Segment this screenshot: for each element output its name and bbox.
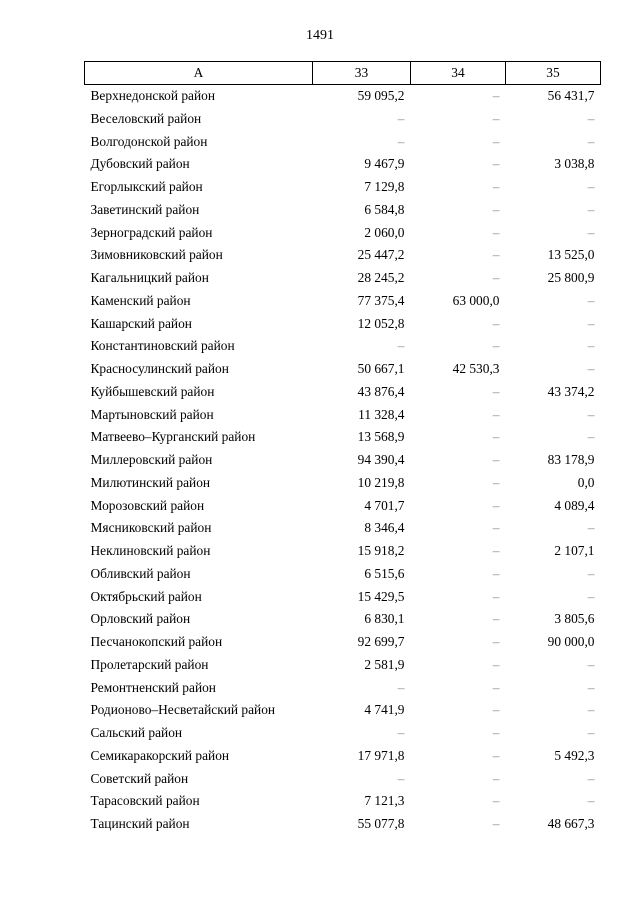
value-cell-33: – xyxy=(397,770,405,786)
value-cell-35: – xyxy=(587,429,595,445)
district-name-cell: Тарасовский район xyxy=(90,793,200,809)
value-cell-33: 28 245,2 xyxy=(357,270,405,285)
district-name-cell: Неклиновский район xyxy=(90,543,211,558)
table-row xyxy=(85,608,601,631)
table-row xyxy=(85,813,601,836)
value-cell-34: – xyxy=(492,156,500,172)
table-row xyxy=(85,540,601,563)
value-cell-35: 43 374,2 xyxy=(547,383,595,399)
table-row xyxy=(85,677,601,700)
value-cell-35: – xyxy=(587,133,595,149)
value-cell-35: 4 089,4 xyxy=(554,497,595,513)
table-row xyxy=(85,495,601,518)
table-row xyxy=(85,699,601,722)
table-row xyxy=(85,199,601,222)
value-cell-35: – xyxy=(587,110,595,126)
district-name-cell: Кашарский район xyxy=(90,315,192,331)
value-cell-33: 43 876,4 xyxy=(357,383,405,399)
value-cell-35: 90 000,0 xyxy=(547,634,595,649)
table-row xyxy=(85,631,601,654)
value-cell-33: – xyxy=(397,679,405,695)
district-name-cell: Морозовский район xyxy=(90,497,205,513)
value-cell-34: – xyxy=(492,406,500,422)
value-cell-33: 6 515,6 xyxy=(364,565,405,581)
value-cell-34: – xyxy=(492,656,500,672)
value-cell-35: – xyxy=(587,224,595,240)
value-cell-35: 2 107,1 xyxy=(554,543,595,558)
value-cell-33: – xyxy=(397,338,405,354)
value-cell-34: – xyxy=(492,429,500,445)
value-cell-34: – xyxy=(492,679,500,695)
value-cell-34: – xyxy=(492,816,500,831)
table-row xyxy=(85,267,601,290)
header-row xyxy=(85,62,601,85)
table-row xyxy=(85,517,601,540)
value-cell-33: 6 830,1 xyxy=(364,611,405,627)
table-row xyxy=(85,722,601,745)
value-cell-35: 56 431,7 xyxy=(547,88,595,103)
value-cell-34: – xyxy=(492,179,500,194)
district-name-cell: Пролетарский район xyxy=(90,656,209,672)
value-cell-35: – xyxy=(587,292,595,308)
value-cell-33: 17 971,8 xyxy=(357,747,405,763)
value-cell-33: 25 447,2 xyxy=(357,247,405,263)
value-cell-33: 15 918,2 xyxy=(357,543,405,558)
value-cell-33: 11 328,4 xyxy=(358,406,405,422)
value-cell-33: 12 052,8 xyxy=(357,315,405,331)
table-body xyxy=(85,85,601,836)
header-col-34: 34 xyxy=(411,62,506,85)
data-table xyxy=(84,61,601,836)
table-row xyxy=(85,108,601,131)
value-cell-33: 7 129,8 xyxy=(364,179,405,194)
district-name-cell: Мартыновский район xyxy=(90,406,214,422)
table-row xyxy=(85,768,601,791)
value-cell-34: – xyxy=(492,770,500,786)
value-cell-33: 77 375,4 xyxy=(357,292,405,308)
value-cell-34: 63 000,0 xyxy=(452,292,500,308)
value-cell-33: 2 060,0 xyxy=(364,224,405,240)
table-row xyxy=(85,244,601,267)
table-row xyxy=(85,335,601,358)
district-name-cell: Октябрьский район xyxy=(90,588,202,604)
value-cell-33: 4 741,9 xyxy=(364,702,405,718)
value-cell-35: 3 805,6 xyxy=(554,611,595,627)
value-cell-35: – xyxy=(587,656,595,672)
table-row xyxy=(85,222,601,245)
district-name-cell: Куйбышевский район xyxy=(90,383,215,399)
table-row xyxy=(85,176,601,199)
value-cell-34: – xyxy=(492,247,500,263)
district-name-cell: Матвеево–Курганский район xyxy=(90,429,256,445)
value-cell-35: – xyxy=(587,679,595,695)
table-row xyxy=(85,358,601,381)
district-name-cell: Заветинский район xyxy=(90,201,200,217)
value-cell-35: – xyxy=(587,702,595,718)
value-cell-34: – xyxy=(492,793,500,809)
value-cell-34: – xyxy=(492,725,500,740)
district-name-cell: Родионово–Несветайский район xyxy=(90,702,276,718)
value-cell-35: – xyxy=(587,725,595,740)
value-cell-34: – xyxy=(492,497,500,513)
district-name-cell: Зерноградский район xyxy=(90,224,213,240)
table-row xyxy=(85,654,601,677)
value-cell-35: – xyxy=(587,179,595,194)
value-cell-33: 2 581,9 xyxy=(364,656,405,672)
district-name-cell: Веселовский район xyxy=(90,110,202,126)
value-cell-35: – xyxy=(587,338,595,354)
table-row xyxy=(85,449,601,472)
value-cell-33: 7 121,3 xyxy=(364,793,405,809)
value-cell-34: 42 530,3 xyxy=(452,361,500,376)
district-name-cell: Обливский район xyxy=(90,565,191,581)
value-cell-33: 50 667,1 xyxy=(357,361,405,376)
value-cell-34: – xyxy=(492,338,500,354)
district-name-cell: Советский район xyxy=(90,770,189,786)
value-cell-33: 13 568,9 xyxy=(357,429,405,445)
value-cell-35: – xyxy=(587,520,595,536)
value-cell-34: – xyxy=(492,702,500,718)
district-name-cell: Мясниковский район xyxy=(90,520,212,536)
value-cell-34: – xyxy=(492,383,500,399)
value-cell-33: 92 699,7 xyxy=(357,634,405,649)
value-cell-34: – xyxy=(492,543,500,558)
header-col-a: А xyxy=(85,62,313,85)
value-cell-34: – xyxy=(492,270,500,285)
table-row xyxy=(85,472,601,495)
district-name-cell: Кагальницкий район xyxy=(90,270,209,285)
district-name-cell: Красносулинский район xyxy=(90,361,229,376)
value-cell-34: – xyxy=(492,588,500,604)
value-cell-33: 59 095,2 xyxy=(357,88,405,103)
value-cell-33: 9 467,9 xyxy=(364,156,405,172)
value-cell-33: – xyxy=(397,725,405,740)
district-name-cell: Песчанокопский район xyxy=(90,634,223,649)
value-cell-35: 13 525,0 xyxy=(547,247,595,263)
table-row xyxy=(85,85,601,108)
district-name-cell: Сальский район xyxy=(90,725,183,740)
value-cell-34: – xyxy=(492,747,500,763)
value-cell-35: – xyxy=(587,361,595,376)
value-cell-34: – xyxy=(492,88,500,103)
value-cell-35: 3 038,8 xyxy=(554,156,595,172)
table-row xyxy=(85,381,601,404)
table-row xyxy=(85,290,601,313)
table-row xyxy=(85,404,601,427)
value-cell-35: – xyxy=(587,565,595,581)
district-name-cell: Семикаракорский район xyxy=(90,747,230,763)
value-cell-33: 55 077,8 xyxy=(357,816,405,831)
value-cell-33: 94 390,4 xyxy=(357,452,405,467)
district-name-cell: Верхнедонской район xyxy=(90,88,216,103)
value-cell-35: – xyxy=(587,315,595,331)
header-col-33: 33 xyxy=(313,62,411,85)
value-cell-35: 0,0 xyxy=(577,474,595,490)
value-cell-34: – xyxy=(492,201,500,217)
value-cell-34: – xyxy=(492,452,500,467)
value-cell-35: – xyxy=(587,793,595,809)
value-cell-33: – xyxy=(397,110,405,126)
table-row xyxy=(85,153,601,176)
value-cell-35: – xyxy=(587,201,595,217)
district-name-cell: Зимовниковский район xyxy=(90,247,223,263)
table-row xyxy=(85,586,601,609)
district-name-cell: Дубовский район xyxy=(90,156,190,172)
table-row xyxy=(85,426,601,449)
value-cell-33: – xyxy=(397,133,405,149)
value-cell-34: – xyxy=(492,520,500,536)
table-row xyxy=(85,313,601,336)
value-cell-34: – xyxy=(492,133,500,149)
header-col-35: 35 xyxy=(506,62,601,85)
table-row xyxy=(85,131,601,154)
value-cell-35: – xyxy=(587,406,595,422)
value-cell-34: – xyxy=(492,611,500,627)
value-cell-33: 6 584,8 xyxy=(364,201,405,217)
value-cell-35: 83 178,9 xyxy=(547,452,595,467)
table-row xyxy=(85,745,601,768)
district-name-cell: Миллеровский район xyxy=(90,452,213,467)
value-cell-34: – xyxy=(492,634,500,649)
value-cell-35: 25 800,9 xyxy=(547,270,595,285)
table-header xyxy=(85,62,601,85)
district-name-cell: Каменский район xyxy=(90,292,191,308)
district-name-cell: Милютинский район xyxy=(90,474,211,490)
value-cell-34: – xyxy=(492,315,500,331)
value-cell-35: 48 667,3 xyxy=(547,816,595,831)
district-name-cell: Ремонтненский район xyxy=(90,679,216,695)
value-cell-33: 8 346,4 xyxy=(364,520,405,536)
table-row xyxy=(85,790,601,813)
value-cell-34: – xyxy=(492,565,500,581)
value-cell-34: – xyxy=(492,474,500,490)
value-cell-33: 10 219,8 xyxy=(357,474,405,490)
district-name-cell: Волгодонской район xyxy=(90,133,208,149)
value-cell-35: 5 492,3 xyxy=(554,747,595,763)
page-number: 1491 xyxy=(306,28,334,43)
district-name-cell: Тацинский район xyxy=(90,816,190,831)
value-cell-34: – xyxy=(492,224,500,240)
value-cell-33: 4 701,7 xyxy=(364,497,405,513)
value-cell-35: – xyxy=(587,770,595,786)
value-cell-34: – xyxy=(492,110,500,126)
district-name-cell: Орловский район xyxy=(90,611,191,627)
district-name-cell: Константиновский район xyxy=(90,338,235,354)
value-cell-35: – xyxy=(587,588,595,604)
district-name-cell: Егорлыкский район xyxy=(90,179,203,194)
table-row xyxy=(85,563,601,586)
value-cell-33: 15 429,5 xyxy=(357,588,405,604)
